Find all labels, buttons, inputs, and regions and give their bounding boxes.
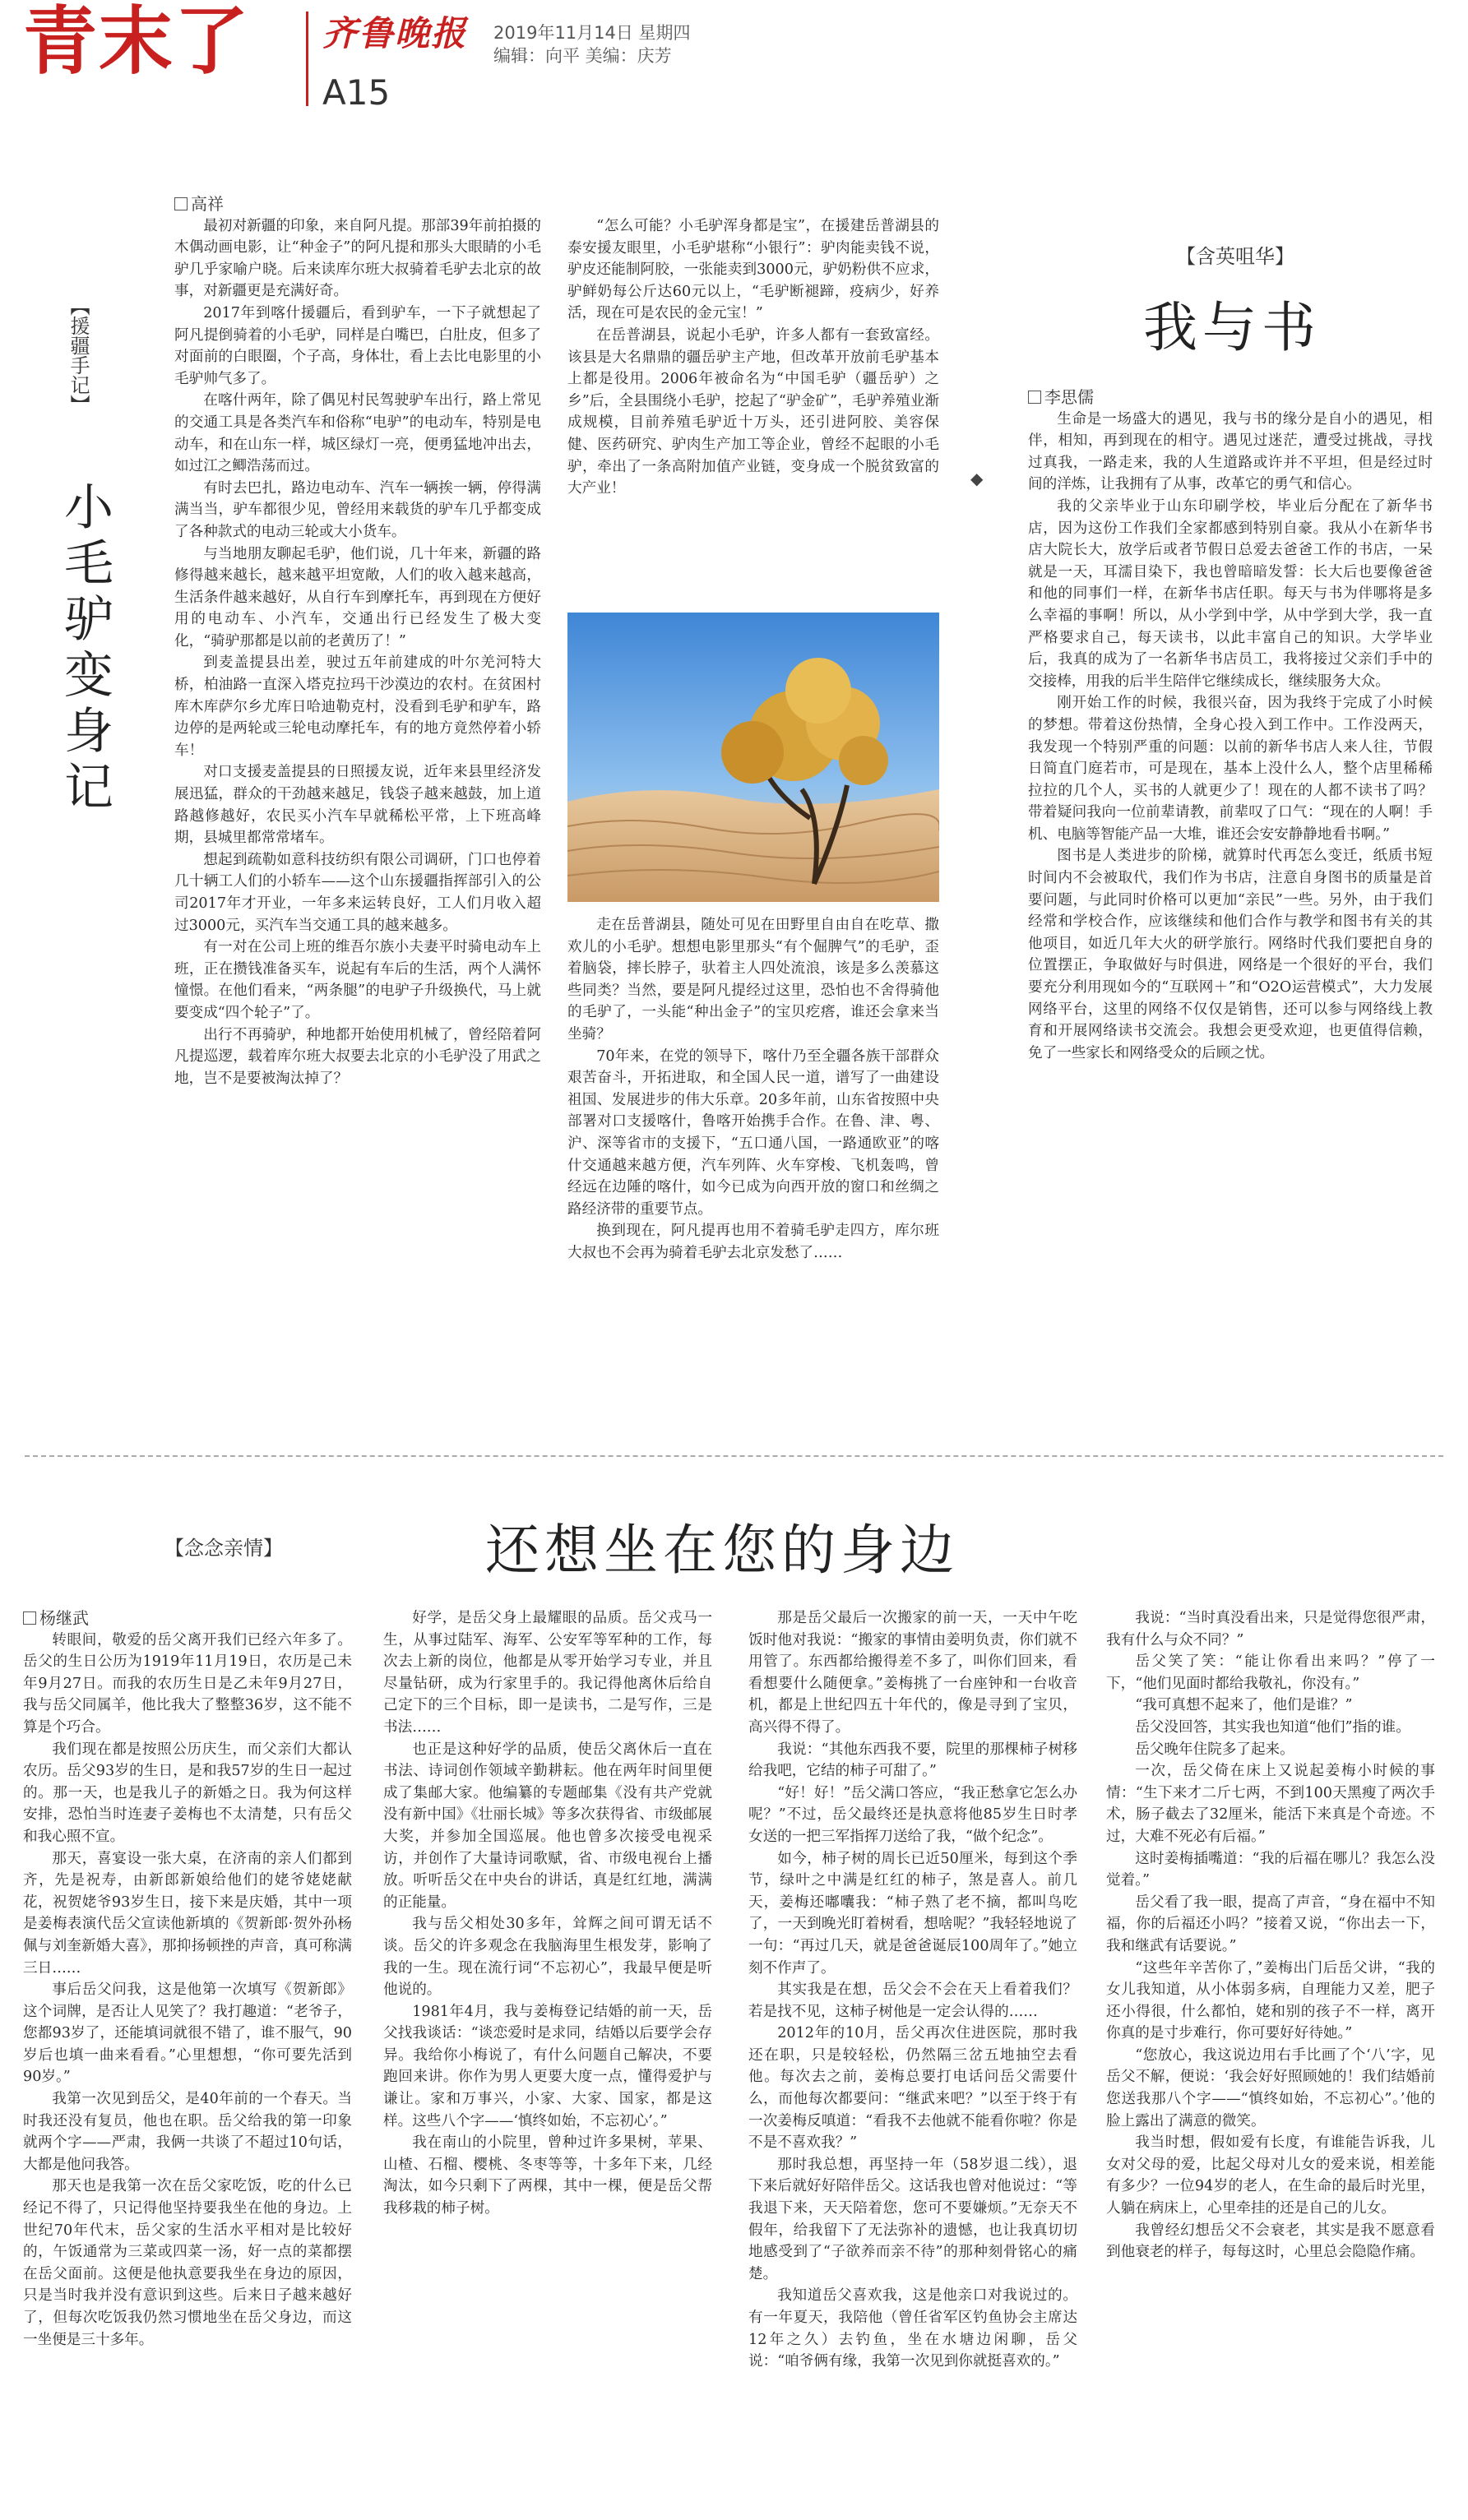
article1-byline: 高祥: [174, 193, 541, 215]
article3-para: 我说：“其他东西我不要，院里的那棵柿子树移给我吧，它结的柿子可甜了。”: [748, 1741, 1077, 1780]
article3-headline: 还想坐在您的身边: [485, 1519, 959, 1582]
article3-para: 一次，岳父倚在床上又说起姜梅小时候的事情：“生下来才二斤七两，不到100天黑瘦了两次手术，肠子截去了32厘米，能活下来真是个奇迹。不过，大难不死必有后福。”: [1106, 1763, 1435, 1845]
article1-headline: 小毛驴变身记: [56, 481, 113, 816]
article3-para: 2012年的10月，岳父再次住进医院，那时我还在职，只是较轻松，仍然隔三岔五地抽空去看他。每次去之前，姜梅总要打电话问岳父需要什么，而他每次都要问：“继武来吧？”以至于终于有一次姜梅反嗔道：“看我不去他就不能看你啦？你是不是不喜欢我？”: [748, 2025, 1077, 2152]
article2-para: 图书是人类进步的阶梯，就算时代再怎么变迁，纸质书短时间内不会被取代，我们作为书店，注意自身图书的质量是首要问题，与此同时价格可以更加“亲民”一些。另外，由于我们经常和学校合作，应该继续和他们合作与教学和图书有关的其他项目，如近几年大火的研学旅行。网络时代我们要把自身的位置摆正，争取做好与时俱进，网络是一个很好的平台，我们要充分利用现如今的“互联网＋”和“O2O运营模式”，大力发展网络平台，这里的网络不仅仅是销售，还可以参与网络线上教育和开展网络读书交流会。我想会更受欢迎，也更值得信赖，免了一些家长和网络受众的后顾之忧。: [1028, 848, 1433, 1061]
article1-para: 在岳普湖县，说起小毛驴，许多人都有一套致富经。该县是大名鼎鼎的疆岳驴主产地，但改革开放前毛驴基本上都是役用。2006年被命名为“中国毛驴（疆岳驴）之乡”后，全县围绕小毛驴，挖起了“驴金矿”，毛驴养殖业渐成规模，目前养殖毛驴近十万头，还引进阿胶、美容保健、医药研究、驴肉生产加工等企业，曾经不起眼的小毛驴，牵出了一条高附加值产业链，变身成一个脱贫致富的大产业！: [567, 326, 939, 497]
article3-para: 1981年4月，我与姜梅登记结婚的前一天，岳父找我谈话：“谈恋爱时是求同，结婚以后要学会存异。我给你小梅说了，有什么问题自己解决，不要跑回来讲。你作为男人更要大度一点，懂得爱护与谦让。家和万事兴，小家、大家、国家，都是这样。这些八个字——‘慎终如始，不忘初心’。”: [383, 2003, 712, 2129]
article3-para: 岳父看了我一眼，提高了声音，“身在福中不知福，你的后福还小吗？”接着又说，“你出去一下，我和继武有话要说。”: [1106, 1893, 1435, 1954]
page-number: A15: [322, 72, 391, 113]
article3-para: 转眼间，敬爱的岳父离开我们已经六年多了。岳父的生日公历为1919年11月19日，农历是己未年9月27日。而我的农历生日是乙未年9月27日，我与岳父同属羊，他比我大了整整36岁，这不能不算是个巧合。: [23, 1631, 352, 1736]
article3-para: 我曾经幻想岳父不会衰老，其实是我不愿意看到他衰老的样子，每每这时，心里总会隐隐作痛。: [1106, 2222, 1435, 2261]
article3-para: 那天也是我第一次在岳父家吃饭，吃的什么已经记不得了，只记得他坚持要我坐在他的身边。上世纪70年代末，岳父家的生活水平相对是比较好的，午饭通常为三菜或四菜一汤，好一点的菜都摆在岳父面前。这便是他执意要我坐在身边的原因，只是当时我并没有意识到这些。后来日子越来越好了，但每次吃饭我仍然习惯地坐在岳父身边，而这一坐便是三十多年。: [23, 2178, 352, 2348]
article3-para: 如今，柿子树的周长已近50厘米，每到这个季节，绿叶之中满是红红的柿子，煞是喜人。前几天，姜梅还嘟囔我：“柿子熟了老不摘，都叫鸟吃了，一天到晚光盯着树看，想啥呢？”我轻轻地说了一句：“再过几天，就是爸爸诞辰100周年了。”她立刻不作声了。: [748, 1850, 1077, 1977]
article3-para: 那是岳父最后一次搬家的前一天，一天中午吃饭时他对我说：“搬家的事情由姜明负责，你们就不用管了。东西都给搬得差不多了，叫你们回来，看看想要什么随便拿。”姜梅挑了一台座钟和一台收音机，都是上世纪四五十年代的，像是寻到了宝贝，高兴得不得了。: [748, 1610, 1077, 1736]
article1-column-1: [174, 193, 541, 1410]
article3-para: “这些年辛苦你了，”姜梅出门后岳父讲，“我的女儿我知道，从小体弱多病，自理能力又差，肥子还小得很，什么都怕，姥和别的孩子不一样，离开你真的是寸步难行，你可要好好待她。”: [1106, 1959, 1435, 2042]
article3-para: 那天，喜宴设一张大桌，在济南的亲人们都到齐，先是祝寿，由新郎新娘给他们的姥爷姥姥献花，祝贺姥爷93岁生日，接下来是庆婚，其中一项是姜梅表演代岳父宣读他新填的《贺新郎·贺外孙杨佩与刘奎新婚大喜》，那抑扬顿挫的声音，真可称满三日……: [23, 1850, 352, 1977]
paper-name-logo: 齐鲁晚报: [322, 13, 468, 53]
article3-para: 我知道岳父喜欢我，这是他亲口对我说过的。有一年夏天，我陪他（曾任省军区钓鱼协会主席达12年之久）去钓鱼，坐在水塘边闲聊，岳父说：“咱爷俩有缘，我第一次见到你就挺喜欢的。”: [748, 2287, 1077, 2370]
article2-column-label: 【含英咀华】: [1176, 245, 1294, 268]
article1-para: 与当地朋友聊起毛驴，他们说，几十年来，新疆的路修得越来越长，越来越平坦宽敞，人们的收入越来越高，生活条件越来越好，从自行车到摩托车，再到现在方便好用的电动车、小汽车，交通出行已经发生了极大变化，“骑驴那都是以前的老黄历了！”: [174, 545, 541, 650]
article3-para: 事后岳父问我，这是他第一次填写《贺新郎》这个词牌，是否让人见笑了？我打趣道：“老爷子，您都93岁了，还能填词就很不错了，谁不服气，90岁后也填一曲来看看。”心里想想，“你可要先活到90岁。”: [23, 1981, 352, 2086]
article3-para: 我说：“当时真没看出来，只是觉得您很严肃，我有什么与众不同？”: [1106, 1610, 1435, 1648]
article3-para: 岳父晚年住院多了起来。: [1135, 1741, 1294, 1758]
article1-para: 在喀什两年，除了偶见村民驾驶驴车出行，路上常见的交通工具是各类汽车和俗称“电驴”的电动车，特别是电动车，和在山东一样，城区绿灯一亮，便勇猛地冲出去，如过江之鲫浩荡而过。: [174, 392, 541, 475]
byline-box-icon: [23, 1611, 36, 1625]
article3-para: 这时姜梅插嘴道：“我的后福在哪儿？我怎么没觉着。”: [1106, 1850, 1435, 1889]
article1-para: 2017年到喀什援疆后，看到驴车，一下子就想起了阿凡提倒骑着的小毛驴，同样是白嘴巴，白肚皮，但多了对面前的白眼圈，个子高，身体壮，看上去比电影里的小毛驴帅气多了。: [174, 304, 541, 387]
article1-column-label: 【援疆手记】: [67, 296, 90, 414]
article3-para: 也正是这种好学的品质，使岳父离休后一直在书法、诗词创作领域辛勤耕耘。他在两年时间里便成了集邮大家。他编纂的专题邮集《没有共产党就没有新中国》《壮丽长城》等多次获得省、市级邮展大奖，并参加全国巡展。他也曾多次接受电视采访，并创作了大量诗词歌赋，省、市级电视台上播放。听听岳父在中央台的讲话，真是红红地，满满的正能量。: [383, 1741, 712, 1911]
article1-para: 走在岳普湖县，随处可见在田野里自由自在吃草、撒欢儿的小毛驴。想想电影里那头“有个倔脾气”的毛驴，歪着脑袋，摔长脖子，驮着主人四处流浪，该是多么羡慕这些同类？当然，要是阿凡提经过这里，恐怕也不舍得骑他的毛驴了，一头能“种出金子”的宝贝疙瘩，谁还会拿来当坐骑？: [567, 917, 939, 1043]
article2-body: [1028, 386, 1433, 1414]
article1-para: 对口支援麦盖提县的日照援友说，近年来县里经济发展迅猛，群众的干劲越来越足，钱袋子越来越鼓，加上道路越修越好，农民买小汽车早就稀松平常，上下班高峰期，县城里都常常堵车。: [174, 764, 541, 847]
article1-para: 到麦盖提县出差，驶过五年前建成的叶尔羌河特大桥，柏油路一直深入塔克拉玛干沙漠边的农村。在贫困村库木库萨尔乡尤库日哈迪勒克村，没看到毛驴和驴车，路边停的是两轮或三轮电动摩托车，有的地方竟然停着小轿车！: [174, 654, 541, 759]
byline-box-icon: [1028, 391, 1041, 404]
article3-para: 那时我总想，再坚持一年（58岁退二线），退下来后就好好陪伴岳父。这话我也曾对他说过：“等我退下来，天天陪着您，您可不要嫌烦。”无奈天不假年，给我留下了无法弥补的遗憾，也让我真切切地感受到了“子欲养而亲不待”的那种刻骨铭心的痛楚。: [748, 2156, 1077, 2282]
article3-para: 岳父笑了笑：“能让你看出来吗？”停了一下，“他们见面时都给我敬礼，你没有。”: [1106, 1653, 1435, 1692]
article3-column-label: 【念念亲情】: [164, 1537, 283, 1560]
article3-para: “我可真想不起来了，他们是谁？”: [1135, 1697, 1353, 1714]
section-title: 青末了: [23, 0, 250, 85]
article3-column-4: [1106, 1607, 1435, 2512]
article3-para: 我们现在都是按照公历庆生，而父亲们大都认农历。岳父93岁的生日，是和我57岁的生日一起过的。那一天，也是我儿子的新婚之日。我为何这样安排，恐怕当时连妻子姜梅也不太清楚，只有岳父和我心照不宣。: [23, 1741, 352, 1845]
article3-para: 好学，是岳父身上最耀眼的品质。岳父戎马一生，从事过陆军、海军、公安军等军种的工作，每次去上新的岗位，他都是从零开始学习专业，并且尽量钻研，成为行家里手的。我记得他离休后给自己定下的三个目标，即一是读书，二是写作，三是书法……: [383, 1610, 712, 1736]
article2-para: 刚开始工作的时候，我很兴奋，因为我终于完成了小时候的梦想。带着这份热情，全身心投入到工作中。工作没两天，我发现一个特别严重的问题：以前的新华书店人来人往，节假日简直门庭若市，可是现在，基本上没什么人，整个店里稀稀拉拉的几个人，买书的人就更少了！现在的人都不读书了吗？带着疑问我向一位前辈请教，前辈叹了口气：“现在的人啊！手机、电脑等智能产品一大堆，谁还会安安静静地看书啊。”: [1028, 695, 1433, 843]
article3-para: 我在南山的小院里，曾种过许多果树，苹果、山楂、石榴、樱桃、冬枣等等，十多年下来，几经淘汰，如今只剩下了两棵，其中一棵，便是岳父帮我移栽的柿子树。: [383, 2134, 712, 2217]
article3-column-2: [383, 1607, 712, 2512]
article1-column-2-top: [567, 215, 939, 602]
byline-box-icon: [174, 197, 188, 210]
article1-para: “怎么可能？小毛驴浑身都是宝”，在援建岳普湖县的泰安援友眼里，小毛驴堪称“小银行”：驴肉能卖钱不说，驴皮还能制阿胶，一张能卖到3000元，驴奶粉供不应求，驴鲜奶每公斤达60元以上，“毛驴断褪蹄，疫病少，好养活，现在可是农民的金元宝！”: [567, 218, 939, 322]
article3-para: “您放心，我这说边用右手比画了个‘八’字，见岳父不解，便说：‘我会好好照顾她的！我们结婚前您送我那八个字——“慎终如始，不忘初心”。’他的脸上露出了满意的微笑。: [1106, 2046, 1435, 2129]
article1-para: 有一对在公司上班的维吾尔族小夫妻平时骑电动车上班，正在攒钱准备买车，说起有车后的生活，两个人满怀憧憬。在他们看来，“两条腿”的电驴子升级换代，马上就要变成“四个轮子”了。: [174, 939, 541, 1021]
article3-column-3: [748, 1607, 1077, 2512]
article1-para: 有时去巴扎，路边电动车、汽车一辆挨一辆，停得满满当当，驴车都很少见，曾经用来载货的驴车几乎都变成了各种款式的电动三轮或大小货车。: [174, 479, 541, 540]
article3-para: 我第一次见到岳父，是40年前的一个春天。当时我还没有复员，他也在职。岳父给我的第一印象就两个字——严肃，我俩一共谈了不超过10句话，大都是他问我答。: [23, 2091, 352, 2173]
article3-column-1: [23, 1607, 352, 2512]
article1-column-2-bottom: [567, 914, 939, 1412]
article3-para: 其实我是在想，岳父会不会在天上看着我们？若是找不见，这柿子树他是一定会认得的……: [748, 1981, 1077, 2020]
section-separator: [25, 1455, 1443, 1457]
article2-byline: 李思儒: [1028, 386, 1433, 409]
article1-para: 换到现在，阿凡提再也用不着骑毛驴走四方，库尔班大叔也不会再为骑着毛驴去北京发愁了……: [567, 1223, 939, 1261]
article1-para: 想起到疏勒如意科技纺织有限公司调研，门口也停着几十辆工人们的小轿车——这个山东援疆指挥部引入的公司2017年才开业，一年多来运转良好，工人们月收入超过3000元，买汽车当交通工具的越来越多。: [174, 851, 541, 934]
article2-para: 生命是一场盛大的遇见，我与书的缘分是自小的遇见，相伴，相知，再到现在的相守。遇见过迷茫，遭受过挑战，寻找过真我，一路走来，我的人生道路或许并不平坦，但是经过时间的洋炼，让我拥有了从事，改革它的勇气和信心。: [1028, 410, 1433, 493]
article2-headline: 我与书: [1143, 296, 1321, 359]
article3-para: 岳父没回答，其实我也知道“他们”指的谁。: [1135, 1718, 1410, 1736]
article1-para: 70年来，在党的领导下，喀什乃至全疆各族干部群众艰苦奋斗，开拓进取，和全国人民一道，谱写了一曲建设祖国、发展进步的伟大乐章。20多年前，山东省按照中央部署对口支援喀什，鲁喀开始携手合作。在鲁、津、粤、沪、深等省市的支援下，“五口通八国，一路通欧亚”的喀什交通越来越方便，汽车列阵、火车穿梭、飞机轰鸣，曾经远在边陲的喀什，如今已成为向西开放的窗口和丝绸之路经济带的重要节点。: [567, 1047, 939, 1218]
article2-para: 我的父亲毕业于山东印刷学校，毕业后分配在了新华书店，因为这份工作我们全家都感到特别自豪。我从小在新华书店大院长大，放学后或者节假日总爱去爸爸工作的书店，一呆就是一天，耳濡目染下，我也曾暗暗发誓：长大后也要像爸爸和他的同事们一样，在新华书店任职。每天与书为伴哪将是多么幸福的事啊！所以，从小学到中学，从中学到大学，我一直严格要求自己，每天读书，以此丰富自己的知识。大学毕业后，我真的成为了一名新华书店员工，我将接过父亲们手中的交接棒，用我的后半生陪伴它继续成长，继续服务大众。: [1028, 497, 1433, 690]
article1-para: 最初对新疆的印象，来自阿凡提。那部39年前拍摄的木偶动画电影，让“种金子”的阿凡提和那头大眼睛的小毛驴几乎家喻户晓。后来读库尔班大叔骑着毛驴去北京的故事，对新疆更是充满好奇。: [174, 217, 541, 300]
article3-para: 我与岳父相处30多年，耸辉之间可谓无话不谈。岳父的许多观念在我脑海里生根发芽，影响了我的一生。现在流行词“不忘初心”，我最早便是听他说的。: [383, 1916, 712, 1999]
desert-poplar-photo: [567, 613, 939, 902]
article3-para: “好！好！”岳父满口答应，“我正愁拿它怎么办呢？”不过，岳父最终还是执意将他85岁生日时孝女送的一把三军指挥刀送给了我，“做个纪念”。: [748, 1784, 1077, 1845]
diamond-icon: ◆: [970, 469, 984, 488]
article1-para: 出行不再骑驴，种地都开始使用机械了，曾经陪着阿凡提巡逻，载着库尔班大叔要去北京的小毛驴没了用武之地，岂不是要被淘汰掉了？: [174, 1026, 541, 1087]
date-line: 2019年11月14日 星期四: [493, 23, 691, 43]
article3-byline: 杨继武: [23, 1607, 352, 1630]
article3-para: 我当时想，假如爱有长度，有谁能告诉我，儿女对父母的爱，比起父母对儿女的爱来说，相差能有多少？一位94岁的老人，在生命的最后时光里，人躺在病床上，心里牵挂的还是自己的儿女。: [1106, 2134, 1435, 2217]
editors-line: 编辑：向平 美编：庆芳: [493, 46, 672, 66]
masthead-divider: [306, 12, 308, 106]
